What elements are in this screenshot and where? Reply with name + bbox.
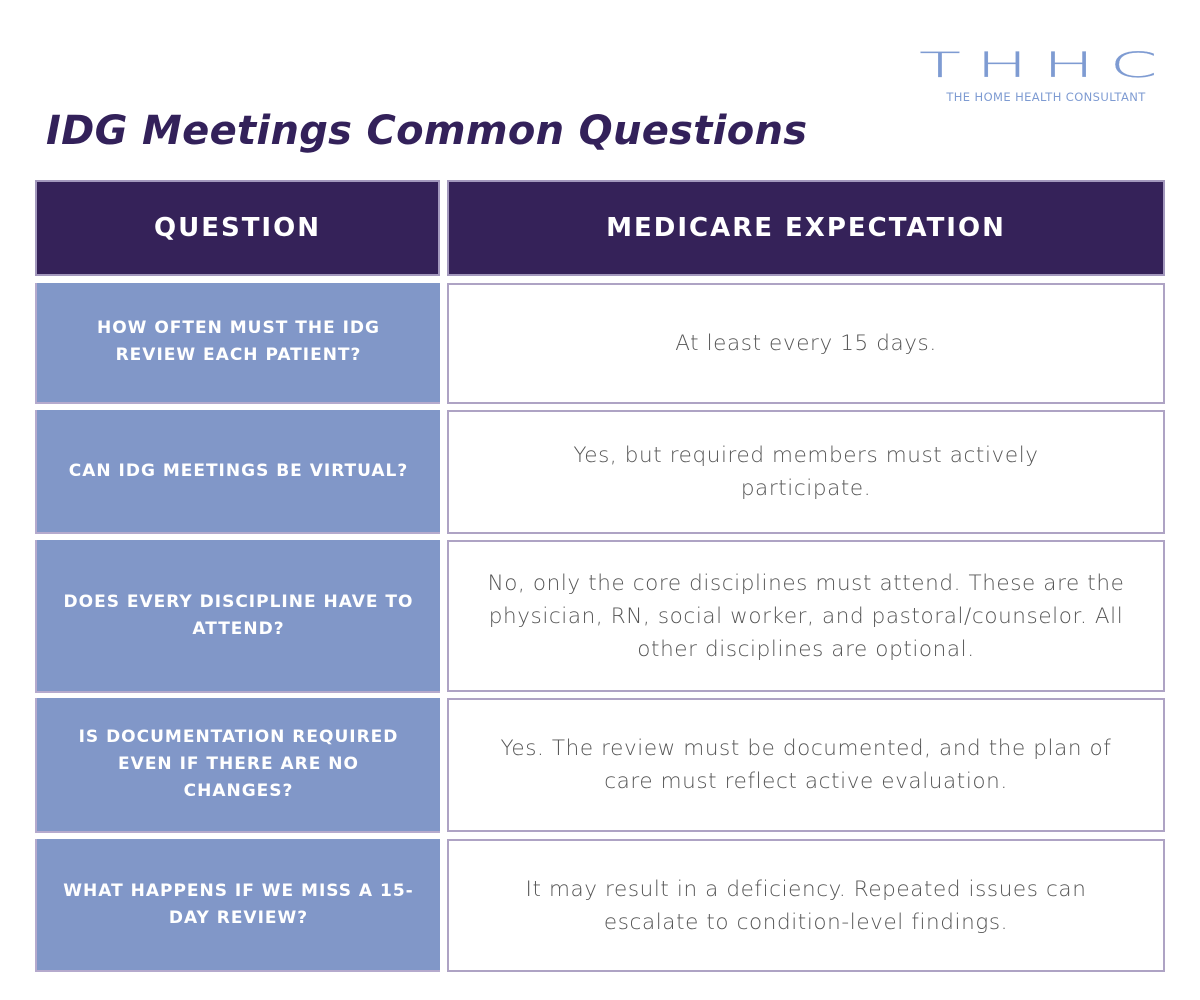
question-cell: HOW OFTEN MUST THE IDG REVIEW EACH PATIENT?	[35, 283, 440, 404]
question-cell: DOES EVERY DISCIPLINE HAVE TO ATTEND?	[35, 540, 440, 693]
logo-subtitle: THE HOME HEALTH CONSULTANT	[946, 90, 1146, 104]
page-title: IDG Meetings Common Questions	[46, 108, 808, 154]
answer-cell: Yes, but required members must actively participate.	[447, 410, 1165, 534]
logo-mark: THHC	[919, 45, 1173, 86]
thhc-logo	[920, 44, 1172, 104]
question-cell: IS DOCUMENTATION REQUIRED EVEN IF THERE ARE NO CHANGES?	[35, 698, 440, 833]
question-cell: WHAT HAPPENS IF WE MISS A 15-DAY REVIEW?	[35, 839, 440, 972]
answer-cell: At least every 15 days.	[447, 283, 1165, 404]
answer-cell: No, only the core disciplines must attend. These are the physician, RN, social worker, and pastoral/counselor. All other disciplines are optional.	[447, 540, 1165, 692]
answer-cell: Yes. The review must be documented, and the plan of care must reflect active evaluation.	[447, 698, 1165, 832]
answer-cell: It may result in a deficiency. Repeated issues can escalate to condition-level findings.	[447, 839, 1165, 972]
question-cell: CAN IDG MEETINGS BE VIRTUAL?	[35, 410, 440, 534]
header-medicare-expectation: MEDICARE EXPECTATION	[447, 180, 1165, 276]
header-question: QUESTION	[35, 180, 440, 276]
